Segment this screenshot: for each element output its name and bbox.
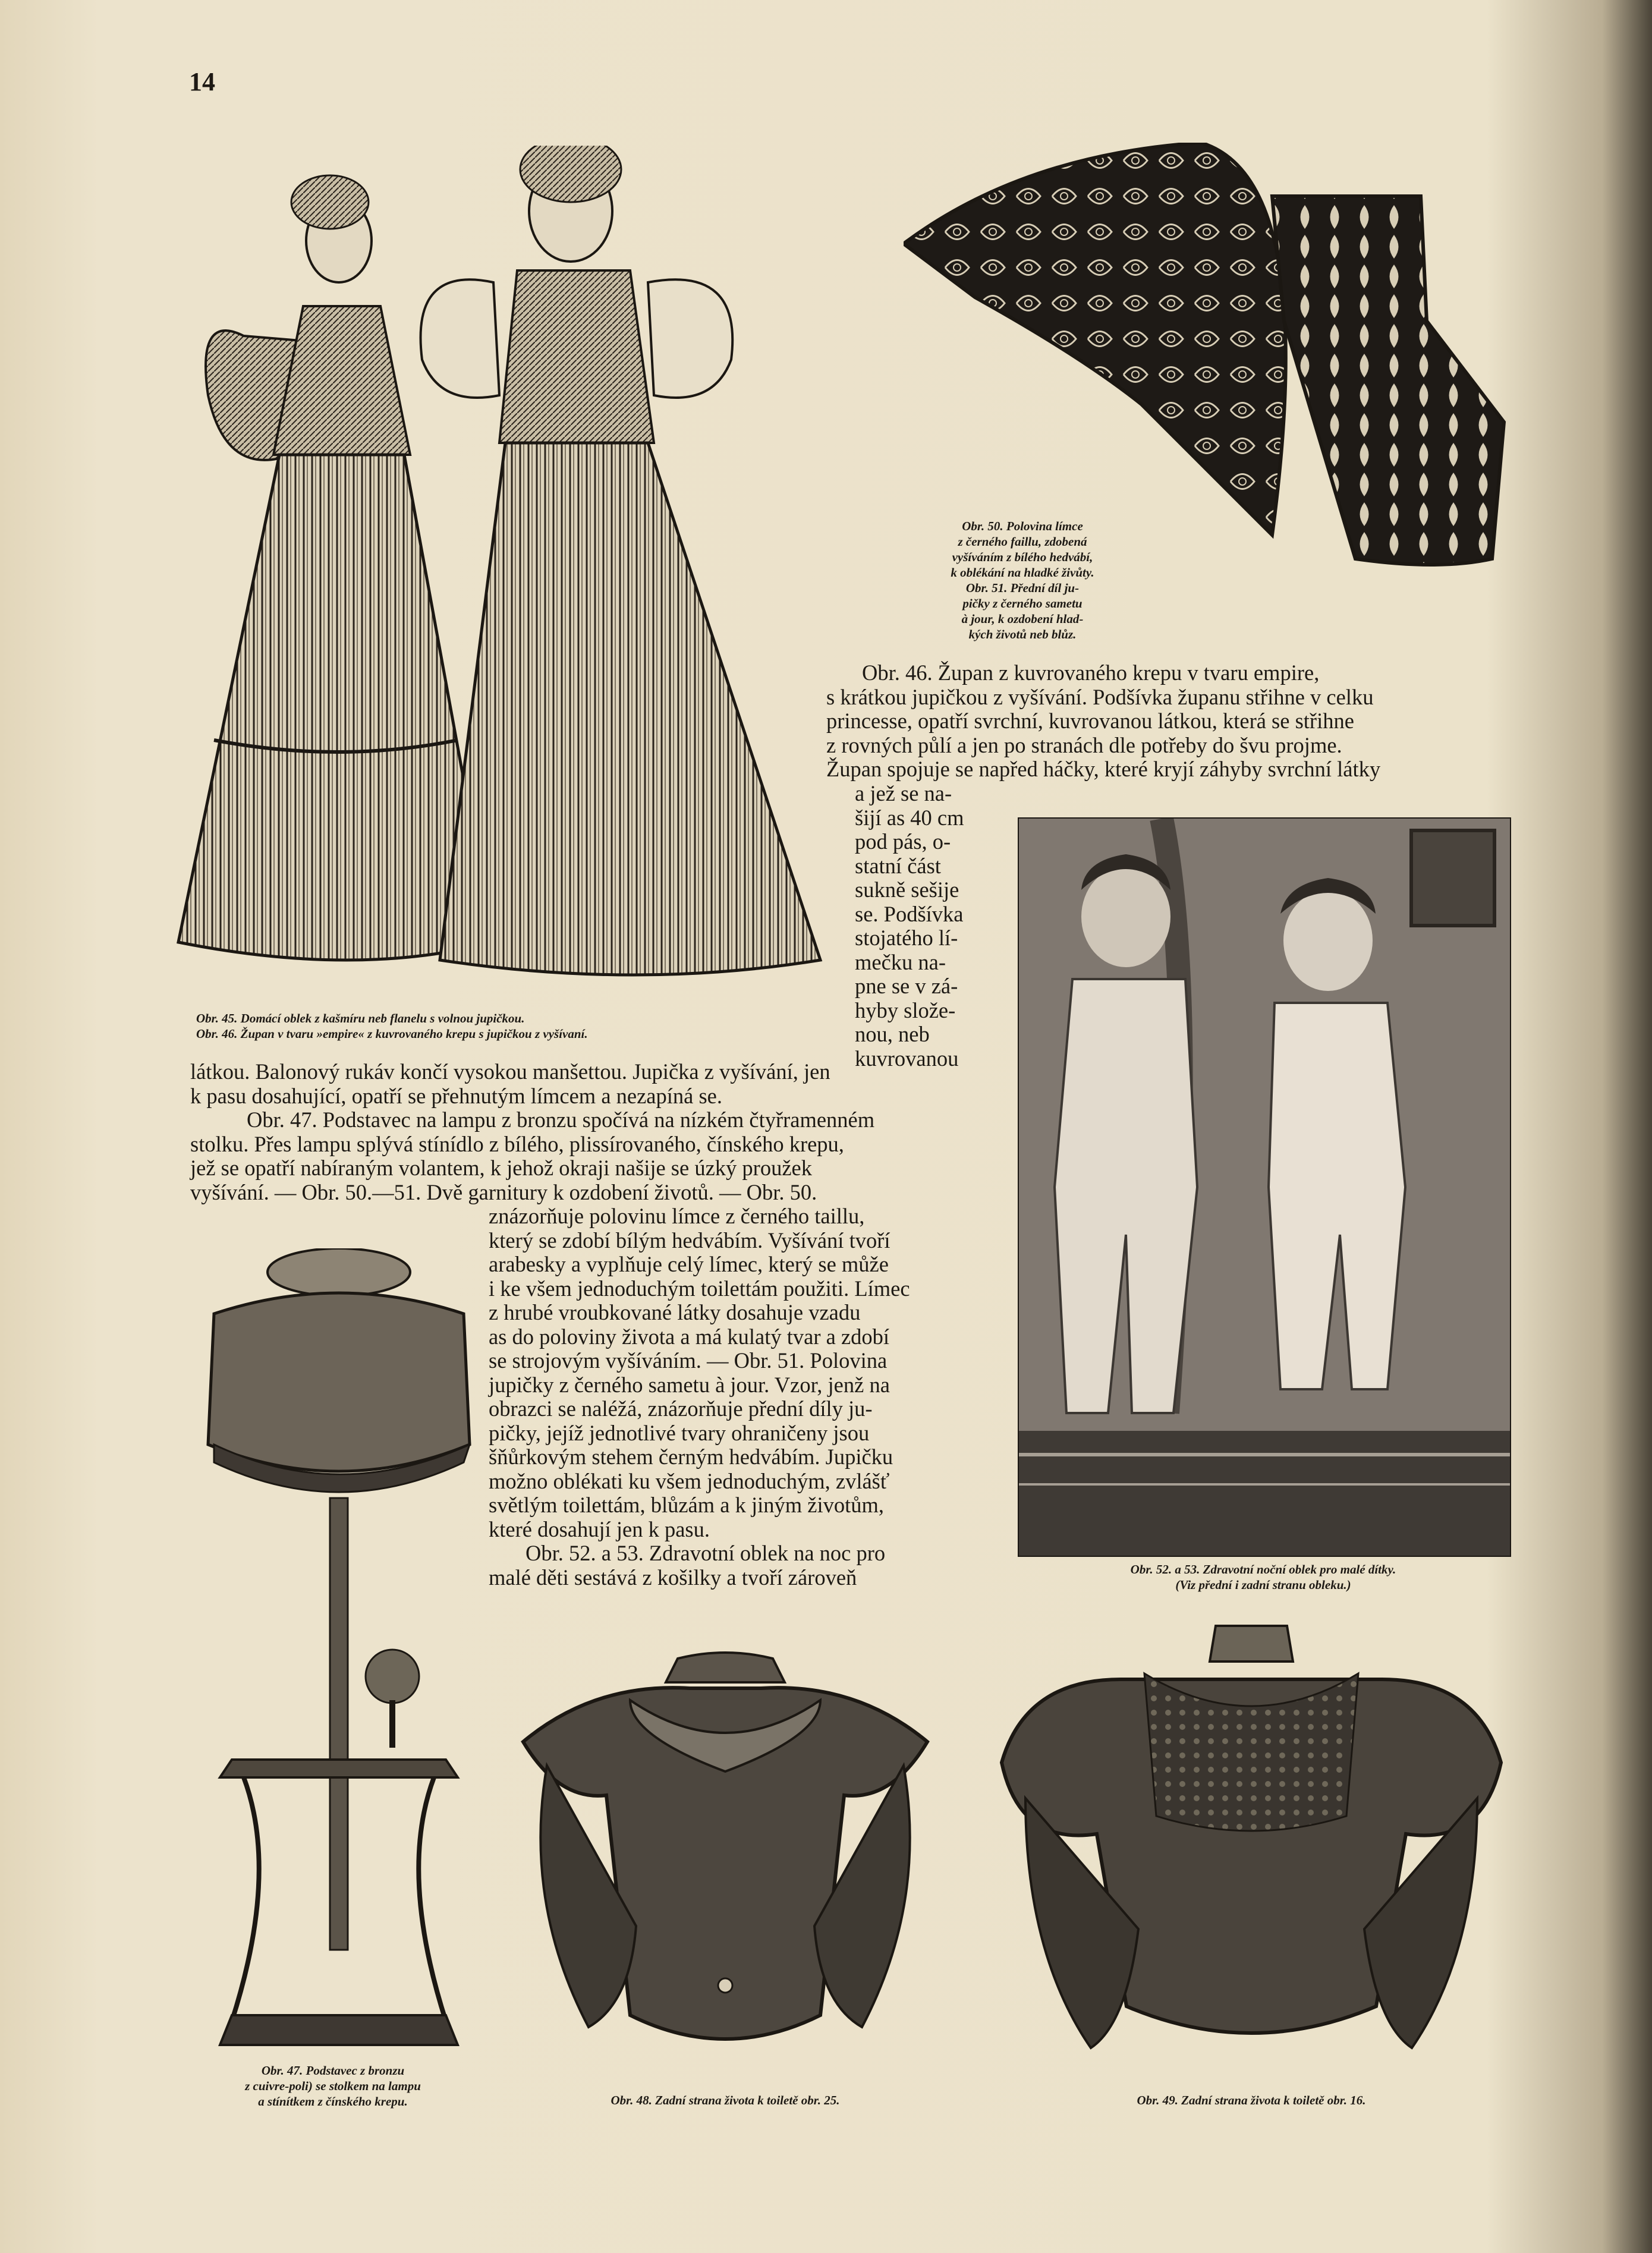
caption-line: à jour, k ozdobení hlad- xyxy=(961,612,1084,626)
text-line: pod pás, o- xyxy=(855,829,951,854)
text-line: který se zdobí bílým hedvábím. Vyšívání tvoří xyxy=(489,1228,890,1253)
text-line: hyby slože- xyxy=(855,998,956,1022)
text-line: pne se v zá- xyxy=(855,974,958,998)
text-line: možno oblékati ku všem jednoduchým, zvlášť xyxy=(489,1468,890,1493)
bodice-back-fig49-illustration xyxy=(990,1620,1513,2084)
children-sleepsuits-photo xyxy=(1018,817,1511,1557)
text-line: znázorňuje polovinu límce z černého taillu, xyxy=(489,1204,865,1228)
text-line: nou, neb xyxy=(855,1022,930,1046)
caption-line: k oblékání na hladké živůty. xyxy=(951,565,1094,580)
caption-line: z cuivre-poli) se stolkem na lampu xyxy=(245,2079,421,2093)
text-line: Obr. 47. Podstavec na lampu z bronzu spočívá na nízkém čtyřramenném xyxy=(247,1107,875,1132)
text-line: Obr. 46. Župan z kuvrovaného krepu v tvaru empire, xyxy=(862,660,1320,685)
text-line: malé děti sestává z košilky a tvoří zároveň xyxy=(489,1565,857,1590)
caption-line: z černého faillu, zdobená xyxy=(958,534,1087,549)
article-text-left xyxy=(190,1060,1005,1204)
text-line: princesse, opatří svrchní, kuvrovanou látkou, která se střihne xyxy=(826,709,1354,733)
text-line: vyšívání. — Obr. 50.—51. Dvě garnitury k ozdobení životů. — Obr. 50. xyxy=(190,1179,817,1204)
caption-fig49: Obr. 49. Zadní strana života k toiletě obr. 16. xyxy=(1137,2093,1366,2107)
text-line: pičky, jejíž jednotlivé tvary ohraničeny jsou xyxy=(489,1420,870,1445)
caption-fig46: Obr. 46. Župan v tvaru »empire« z kuvrovaného krepu s jupičkou z vyšívaní. xyxy=(196,1027,588,1041)
text-line: z hrubé vroubkované látky dosahuje vzadu xyxy=(489,1300,861,1324)
caption-line: a stínítkem z čínského krepu. xyxy=(258,2094,408,2109)
caption-line: Obr. 50. Polovina límce xyxy=(962,519,1083,533)
lamp-stand-illustration xyxy=(196,1248,476,2069)
text-line: mečku na- xyxy=(855,949,946,974)
text-line: stojatého lí- xyxy=(855,926,958,950)
caption-fig48: Obr. 48. Zadní strana života k toiletě obr. 25. xyxy=(611,2093,840,2107)
caption-line: vyšíváním z bílého hedvábí, xyxy=(952,550,1093,564)
text-line: Obr. 52. a 53. Zdravotní oblek na noc pro xyxy=(526,1541,886,1565)
text-line: arabesky a vyplňuje celý límec, který se může xyxy=(489,1252,889,1276)
text-line: k pasu dosahující, opatří se přehnutým límcem a nezapíná se. xyxy=(190,1083,722,1108)
text-line: stolku. Přes lampu splývá stínídlo z bílého, plissírovaného, čínského krepu, xyxy=(190,1131,844,1156)
text-line: a jež se na- xyxy=(855,781,952,805)
article-text-top xyxy=(826,661,1498,782)
page-number: 14 xyxy=(189,67,215,96)
two-ladies-illustration xyxy=(161,146,832,984)
text-line: z rovných půlí a jen po stranách dle potřeby do švu projme. xyxy=(826,732,1342,757)
caption-line: Obr. 51. Přední díl ju- xyxy=(965,581,1080,595)
text-line: sukně sešije xyxy=(855,877,959,902)
article-text-middle xyxy=(489,1204,993,1590)
text-line: as do poloviny života a má kulatý tvar a zdobí xyxy=(489,1324,890,1349)
text-line: s krátkou jupičkou z vyšívání. Podšívka županu střihne v celku xyxy=(826,684,1374,709)
text-line: se strojovým vyšíváním. — Obr. 51. Polovina xyxy=(489,1348,888,1373)
caption-line: Obr. 47. Podstavec z bronzu xyxy=(261,2063,405,2078)
text-line: Župan spojuje se napřed háčky, které kryjí záhyby svrchní látky xyxy=(826,757,1381,781)
text-line: jupičky z černého sametu à jour. Vzor, jenž na xyxy=(489,1372,890,1397)
text-line: kuvrovanou xyxy=(855,1046,959,1071)
text-line: šijí as 40 cm xyxy=(855,805,964,830)
text-line: obrazci se naléžá, znázorňuje přední díly ju- xyxy=(489,1396,873,1421)
text-line: světlým toilettám, blůzám a k jiným životům, xyxy=(489,1493,885,1517)
caption-line: Obr. 52. a 53. Zdravotní noční oblek pro malé dítky. xyxy=(1130,1562,1396,1577)
bodice-back-fig48-illustration xyxy=(511,1647,939,2081)
text-line: se. Podšívka xyxy=(855,901,964,926)
text-line: jež se opatří nabíraným volantem, k jehož okraji našije se úzký proužek xyxy=(190,1156,812,1180)
caption-fig45: Obr. 45. Domácí oblek z kašmíru neb flanelu s volnou jupičkou. xyxy=(196,1011,525,1025)
text-line: šňůrkovým stehem černým hedvábím. Jupičku xyxy=(489,1445,893,1469)
text-line: statní část xyxy=(855,853,941,878)
caption-line: (Viz přední i zadní stranu obleku.) xyxy=(1175,1578,1351,1592)
caption-line: pičky z černého sametu xyxy=(962,596,1083,611)
text-line: látkou. Balonový rukáv končí vysokou manšettou. Jupička z vyšívání, jen xyxy=(190,1059,830,1084)
caption-fig52-53 xyxy=(1018,1562,1509,1593)
text-line: i ke všem jednoduchým toilettám použiti. Límec xyxy=(489,1276,910,1301)
text-line: které dosahují jen k pasu. xyxy=(489,1516,710,1541)
caption-fig47 xyxy=(196,2063,470,2109)
caption-line: kých životů neb blůz. xyxy=(968,627,1077,641)
caption-fig50-51 xyxy=(904,518,1141,642)
article-text-narrow xyxy=(855,782,992,1071)
